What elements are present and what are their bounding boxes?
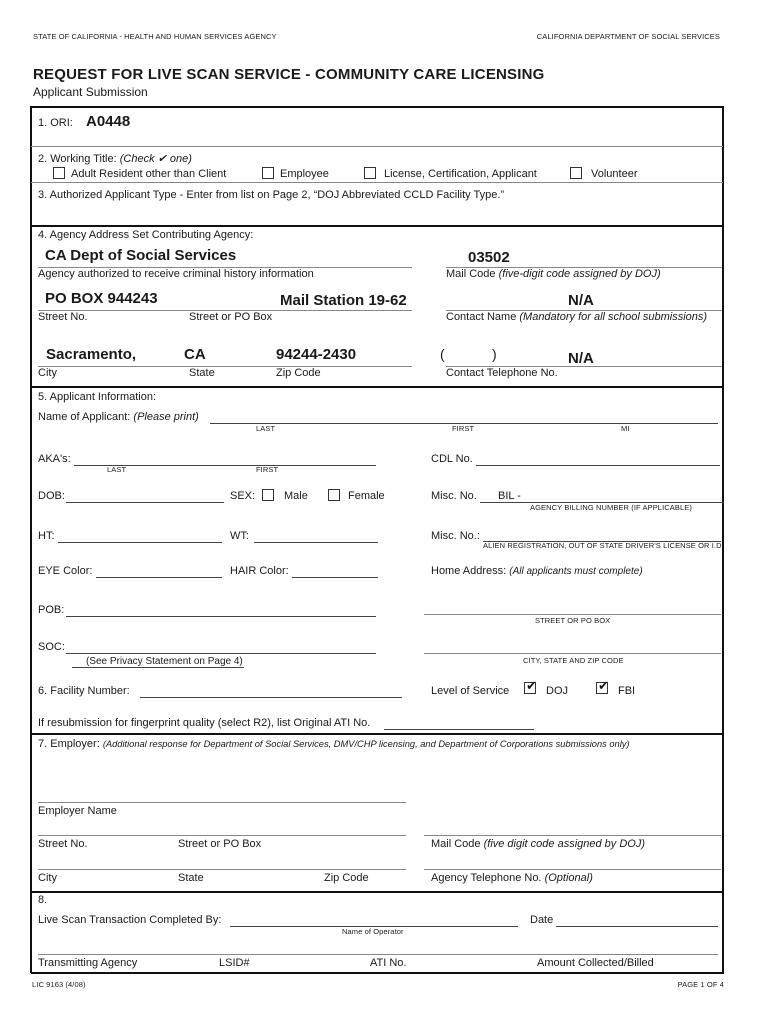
employer-phone-hint: (Optional): [544, 872, 593, 884]
employer-label: [38, 738, 630, 750]
hair-color-input[interactable]: [292, 577, 378, 578]
aka-first-caption: FIRST: [256, 465, 279, 474]
fbi-checkbox[interactable]: [596, 678, 609, 694]
employer-name-caption: Employer Name: [38, 805, 117, 817]
privacy-underline: [72, 667, 244, 668]
mail-code-caption: [446, 268, 661, 280]
ht-label: HT:: [38, 530, 55, 542]
home-street-input[interactable]: [424, 614, 721, 615]
frame-bottom: [31, 972, 724, 974]
facility-number-input[interactable]: [140, 697, 402, 698]
transmitting-input[interactable]: [38, 954, 718, 955]
adult-resident-checkbox[interactable]: [53, 167, 65, 179]
applicant-type-label: 3. Authorized Applicant Type - Enter from list on Page 2, “DOJ Abbreviated CCLD Facility Type.”: [38, 189, 505, 201]
contact-name-caption-hint: (Mandatory for all school submissions): [519, 311, 708, 323]
female-label: Female: [348, 490, 385, 502]
agency-header-left: STATE OF CALIFORNIA - HEALTH AND HUMAN SERVICES AGENCY: [33, 32, 277, 41]
pob-label: POB:: [38, 604, 65, 616]
cdl-label: CDL No.: [431, 453, 473, 465]
employer-label-hint: (Additional response for Department of Social Services, DMV/CHP licensing, and Department of Corporations submissions only): [102, 739, 630, 749]
home-city-caption: CITY, STATE AND ZIP CODE: [523, 656, 624, 665]
employer-city-input[interactable]: [38, 869, 406, 870]
soc-label: SOC:: [38, 641, 65, 653]
license-applicant-label: License, Certification, Applicant: [384, 168, 537, 180]
applicant-info-label: 5. Applicant Information:: [38, 391, 157, 403]
zip-value[interactable]: 94244-2430: [276, 346, 357, 363]
divider: [31, 182, 723, 183]
ori-value[interactable]: A0448: [86, 113, 131, 130]
resubmission-label: If resubmission for fingerprint quality (select R2), list Original ATI No.: [38, 717, 371, 729]
field-line: [38, 366, 412, 367]
contact-phone-caption: Contact Telephone No.: [446, 367, 558, 379]
check-mark-icon: ✔: [598, 678, 609, 693]
mi-caption: MI: [621, 424, 630, 433]
first-caption: FIRST: [452, 424, 475, 433]
home-city-input[interactable]: [424, 653, 721, 654]
employee-label: Employee: [280, 168, 329, 180]
employer-state-caption: State: [178, 872, 204, 884]
zip-caption: Zip Code: [276, 367, 321, 379]
street-no-value[interactable]: PO BOX 944243: [45, 290, 158, 307]
working-title-hint: (Check ✔ one): [119, 153, 192, 165]
employer-zip-caption: Zip Code: [324, 872, 369, 884]
wt-input[interactable]: [254, 542, 378, 543]
street-box-caption: Street or PO Box: [189, 311, 273, 323]
employer-phone-text: Agency Telephone No.: [431, 872, 542, 884]
license-applicant-checkbox[interactable]: [364, 167, 376, 179]
form-subtitle: Applicant Submission: [33, 85, 148, 99]
adult-resident-label: Adult Resident other than Client: [71, 168, 227, 180]
employer-name-input[interactable]: [38, 802, 406, 803]
section-8-label: 8.: [38, 894, 48, 906]
home-address-label: [431, 565, 643, 577]
applicant-name-hint: (Please print): [133, 411, 199, 423]
volunteer-label: Volunteer: [591, 168, 638, 180]
male-checkbox[interactable]: [262, 489, 274, 501]
agency-name-caption: Agency authorized to receive criminal history information: [38, 268, 314, 280]
agency-name-value[interactable]: CA Dept of Social Services: [45, 247, 237, 264]
soc-input[interactable]: [66, 653, 376, 654]
state-value[interactable]: CA: [184, 346, 206, 363]
sex-label: SEX:: [230, 490, 256, 502]
employer-street-input[interactable]: [38, 835, 406, 836]
contact-name-caption: [446, 311, 707, 323]
pob-input[interactable]: [66, 616, 376, 617]
street-no-caption: Street No.: [38, 311, 88, 323]
form-number: LIC 9163 (4/08): [32, 980, 86, 989]
phone-paren-open: (: [440, 346, 445, 362]
contact-phone-value[interactable]: N/A: [568, 350, 594, 367]
employer-mail-code-text: Mail Code: [431, 838, 481, 850]
cdl-input[interactable]: [476, 465, 720, 466]
agency-header-right: CALIFORNIA DEPARTMENT OF SOCIAL SERVICES: [536, 32, 720, 41]
privacy-note: (See Privacy Statement on Page 4): [86, 656, 243, 667]
check-mark-icon: ✔: [526, 678, 537, 693]
applicant-name-label: [38, 411, 199, 423]
divider: [31, 733, 723, 735]
amount-collected-caption: Amount Collected/Billed: [537, 957, 654, 969]
ori-label: 1. ORI:: [38, 117, 73, 129]
contact-name-value[interactable]: N/A: [568, 292, 594, 309]
female-checkbox[interactable]: [328, 489, 340, 501]
eye-color-label: EYE Color:: [38, 565, 93, 577]
completed-by-label: Live Scan Transaction Completed By:: [38, 914, 222, 926]
employer-mail-code-input[interactable]: [424, 835, 721, 836]
divider: [31, 891, 723, 893]
aka-last-caption: LAST: [107, 465, 127, 474]
employer-street-box-caption: Street or PO Box: [178, 838, 262, 850]
hair-color-label: HAIR Color:: [230, 565, 289, 577]
original-ati-input[interactable]: [384, 729, 534, 730]
employer-mail-code-caption: [431, 838, 645, 850]
contact-name-caption-text: Contact Name: [446, 311, 517, 323]
fbi-label: FBI: [618, 685, 636, 697]
agency-address-label: 4. Agency Address Set Contributing Agency:: [38, 229, 254, 241]
ht-input[interactable]: [58, 542, 222, 543]
employer-label-text: 7. Employer:: [38, 738, 100, 750]
frame-right: [722, 106, 724, 973]
level-of-service-label: Level of Service: [431, 685, 510, 697]
misc-no-label: Misc. No.: [431, 490, 477, 502]
employer-phone-caption: [431, 872, 593, 884]
ati-no-caption: ATI No.: [370, 957, 407, 969]
volunteer-checkbox[interactable]: [570, 167, 582, 179]
doj-checkbox[interactable]: [524, 678, 537, 694]
phone-paren-close: ): [492, 346, 497, 362]
working-title-label: [38, 152, 192, 165]
lsid-caption: LSID#: [219, 957, 250, 969]
working-title-text: 2. Working Title:: [38, 153, 117, 165]
employer-phone-input[interactable]: [424, 869, 721, 870]
date-input[interactable]: [556, 926, 718, 927]
city-caption: City: [38, 367, 57, 379]
last-caption: LAST: [256, 424, 276, 433]
misc-no-value[interactable]: BIL -: [498, 490, 521, 502]
mail-code-caption-text: Mail Code: [446, 268, 496, 280]
misc-no2-caption: ALIEN REGISTRATION, OUT OF STATE DRIVER'S LICENSE OR I.D.: [483, 541, 724, 550]
misc-no-caption: AGENCY BILLING NUMBER (IF APPLICABLE): [530, 503, 692, 512]
frame-top: [31, 106, 724, 108]
mail-code-value[interactable]: 03502: [468, 249, 510, 266]
form-title: REQUEST FOR LIVE SCAN SERVICE - COMMUNITY CARE LICENSING: [33, 66, 545, 83]
page-number: PAGE 1 OF 4: [677, 980, 724, 989]
applicant-name-text: Name of Applicant:: [38, 411, 131, 423]
dob-label: DOB:: [38, 490, 65, 502]
frame-left: [30, 106, 32, 973]
mail-code-caption-hint: (five-digit code assigned by DOJ): [498, 268, 661, 280]
city-value[interactable]: Sacramento,: [46, 346, 137, 363]
employer-mail-code-hint: (five digit code assigned by DOJ): [483, 838, 646, 850]
wt-label: WT:: [230, 530, 249, 542]
dob-input[interactable]: [66, 502, 224, 503]
transmitting-agency-caption: Transmitting Agency: [38, 957, 138, 969]
facility-number-label: 6. Facility Number:: [38, 685, 130, 697]
employer-city-caption: City: [38, 872, 57, 884]
street-box-value[interactable]: Mail Station 19-62: [280, 292, 407, 309]
misc-no2-label: Misc. No.:: [431, 530, 480, 542]
employer-street-no-caption: Street No.: [38, 838, 88, 850]
divider: [31, 146, 723, 147]
male-label: Male: [284, 490, 308, 502]
doj-label: DOJ: [546, 685, 568, 697]
eye-color-input[interactable]: [96, 577, 222, 578]
state-caption: State: [189, 367, 215, 379]
home-address-hint: (All applicants must complete): [509, 566, 643, 577]
home-street-caption: STREET OR PO BOX: [535, 616, 611, 625]
divider: [31, 225, 723, 227]
akas-label: AKA's:: [38, 453, 71, 465]
date-label: Date: [530, 914, 554, 926]
home-address-text: Home Address:: [431, 565, 507, 577]
operator-caption: Name of Operator: [342, 927, 404, 936]
divider: [31, 386, 723, 388]
employee-checkbox[interactable]: [262, 167, 274, 179]
